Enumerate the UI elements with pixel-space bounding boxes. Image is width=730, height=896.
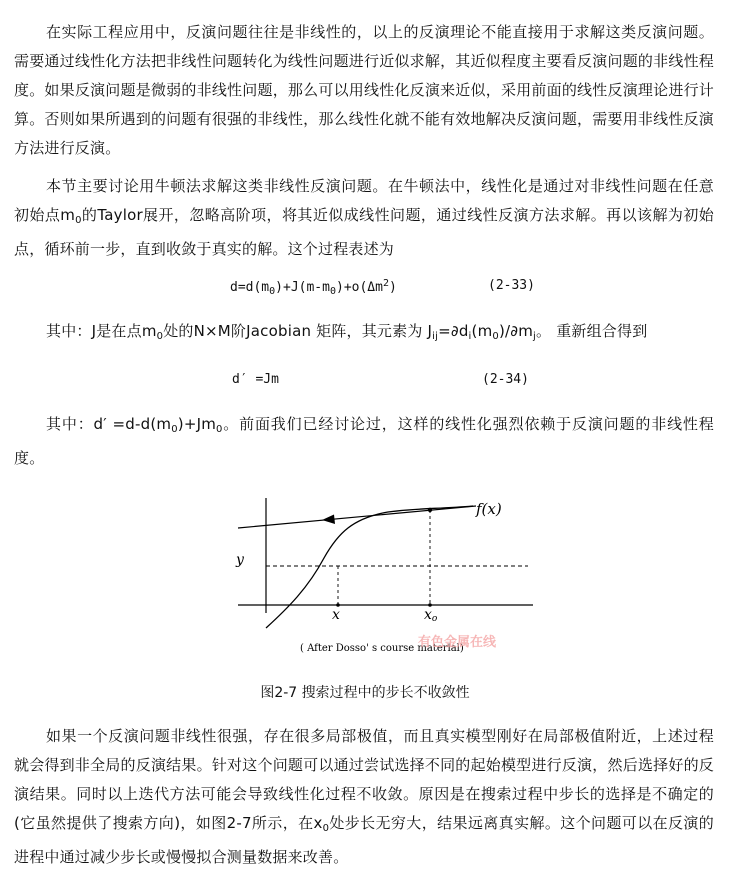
x0-label: xo [424, 607, 438, 624]
fx-label: f(x) [476, 500, 502, 518]
paragraph-linearization: 其中：$d' =d-d(m_0)+Jm_0$。前面我们已经讨论过，这样的线性化强烈依赖于反演问题的非线性程度。 [14, 415, 714, 467]
paragraph-jacobian: 其中：J是在点$m_0$处的N×M阶Jacobian 矩阵，其元素为 $J_{ij}=\partial d_i(m_0)/\partial m_j$。 重新组合得到 [46, 322, 648, 342]
equation-2-33: $d=d(m_0)+J(m-m_0)+o(\Delta m^2)$ [230, 278, 397, 297]
paragraph-intro: 在实际工程应用中，反演问题往往是非线性的，以上的反演理论不能直接用于求解这类反演问题。需要通过线性化方法把非线性问题转化为线性问题进行近似求解，其近似程度主要看反演问题的非线性程度。如果反演问题是微弱的非线性问题，那么可以用线性化反演来近似，采用前面的线性反演理论进行计算。否则如果所遇到的问题有很强的非线性，那么线性化就不能有效地解决反演问题，需要用非线性反演方法进行反演。 [14, 23, 714, 157]
function-curve [266, 506, 473, 628]
figure-caption: 图2-7 搜索过程中的步长不收敛性 [260, 685, 470, 701]
y-label: y [236, 552, 244, 568]
paragraph-newton-method: 本节主要讨论用牛顿法求解这类非线性反演问题。在牛顿法中，线性化是通过对非线性问题在任意初始点$m_0$的Taylor展开，忽略高阶项，将其近似成线性问题，通过线性反演方法求解。再以该解为初始点，循环前一步，直到收敛于真实的解。这个过程表述为 [14, 177, 714, 258]
paragraph-local-minima: 如果一个反演问题非线性很强，存在很多局部极值，而且真实模型刚好在局部极值附近，上述过程就会得到非全局的反演结果。针对这个问题可以通过尝试选择不同的起始模型进行反演，然后选择好的反演结果。同时以上迭代方法可能会导致线性化过程不收敛。原因是在搜索过程中步长的选择是不确定的(它虽然提供了搜索方向)，如图2-7所示，在$x_0$处步长无穷大，结果远离真实解。这个问题可以在反演的进程中通过减少步长或慢慢拟合测量数据来改善。 [14, 727, 714, 866]
figure-diagram [228, 488, 548, 666]
figure-source-note: ( After Dosso' s course material) [300, 643, 464, 654]
equation-2-34: d′ =Jm [232, 372, 279, 387]
tangent-arrowhead [322, 515, 335, 525]
equation-number-2-33: (2-33) [488, 278, 535, 293]
equation-number-2-34: (2-34) [482, 372, 529, 387]
tangent-line [238, 506, 476, 528]
watermark: 有色金属在线 [418, 635, 497, 650]
figure-2-7 [228, 488, 548, 666]
x-label: x [332, 607, 340, 623]
tangent-point [428, 508, 432, 512]
